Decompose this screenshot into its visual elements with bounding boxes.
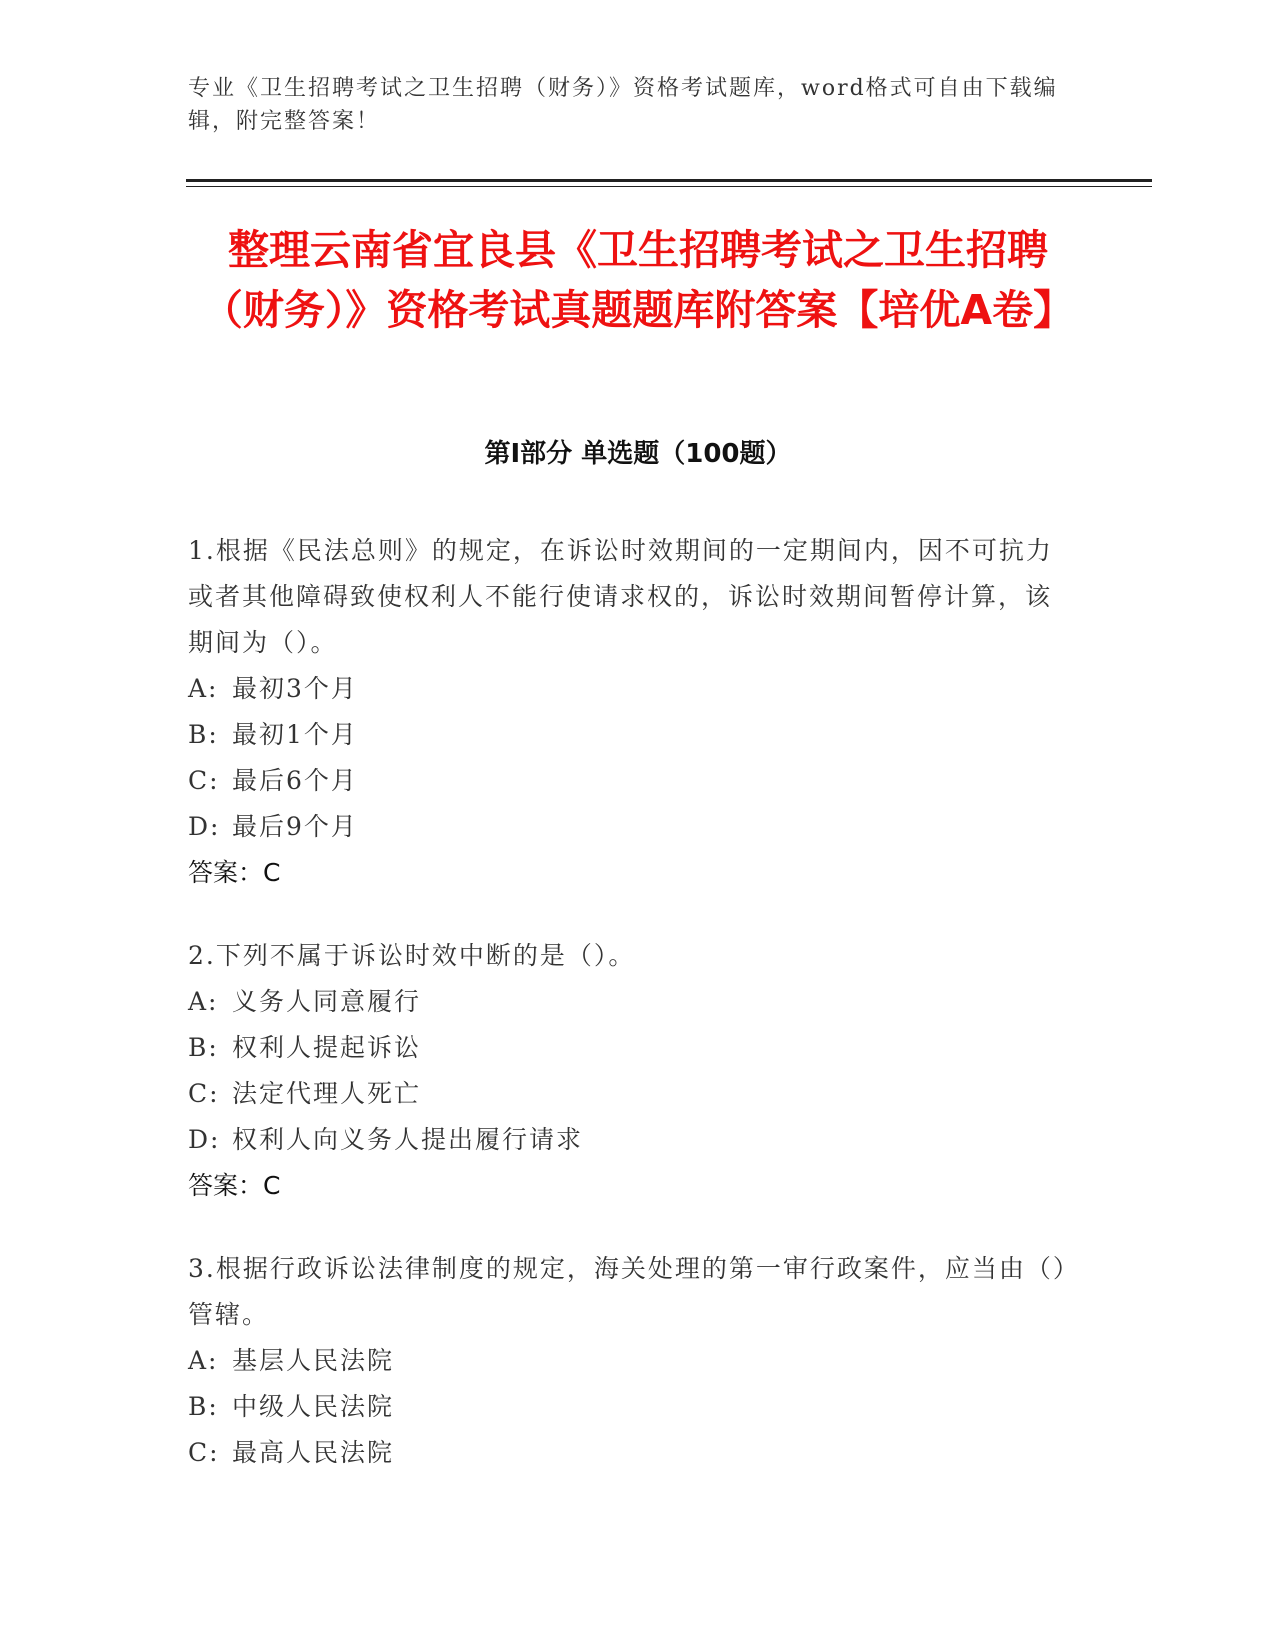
option-key: D:: [188, 812, 221, 841]
header-divider-thin: [186, 186, 1152, 187]
header-note: 专业《卫生招聘考试之卫生招聘（财务）》资格考试题库，word格式可自由下载编辑，附完整答案！: [188, 76, 1058, 134]
option-c: [188, 758, 1068, 804]
option-d: [188, 1117, 1068, 1163]
option-text: 最后9个月: [232, 812, 358, 841]
option-b: [188, 1384, 1068, 1430]
option-text: 最高人民法院: [232, 1438, 395, 1467]
option-key: B:: [188, 1033, 219, 1062]
option-b: [188, 1025, 1068, 1071]
question-stem: 2.下列不属于诉讼时效中断的是（）。: [188, 941, 636, 970]
question-2: [188, 933, 1068, 1209]
option-key: C:: [188, 1438, 220, 1467]
option-text: 权利人向义务人提出履行请求: [232, 1125, 584, 1154]
question-stem: 3.根据行政诉讼法律制度的规定，海关处理的第一审行政案件，应当由（）管辖。: [188, 1254, 1068, 1329]
option-key: C:: [188, 1079, 220, 1108]
answer-line: 答案：C: [188, 858, 281, 887]
option-text: 最初3个月: [232, 674, 358, 703]
option-b: [188, 712, 1068, 758]
option-text: 中级人民法院: [232, 1392, 395, 1421]
option-key: A:: [188, 1346, 219, 1375]
option-key: B:: [188, 1392, 219, 1421]
option-key: D:: [188, 1125, 221, 1154]
option-c: [188, 1430, 1068, 1476]
answer-line: 答案：C: [188, 1171, 281, 1200]
option-c: [188, 1071, 1068, 1117]
option-text: 义务人同意履行: [232, 987, 422, 1016]
section-heading: 第I部分 单选题（100题）: [484, 439, 792, 469]
option-text: 最初1个月: [232, 720, 358, 749]
option-text: 最后6个月: [232, 766, 358, 795]
option-key: C:: [188, 766, 220, 795]
question-3: [188, 1246, 1068, 1476]
document-title: 整理云南省宜良县《卫生招聘考试之卫生招聘（财务）》资格考试真题题库附答案【培优A卷】: [201, 226, 1075, 334]
option-key: A:: [188, 987, 219, 1016]
option-d: [188, 804, 1068, 850]
question-1: [188, 528, 1068, 896]
option-a: [188, 979, 1068, 1025]
option-text: 基层人民法院: [232, 1346, 395, 1375]
option-a: [188, 1338, 1068, 1384]
option-a: [188, 666, 1068, 712]
question-stem: 1.根据《民法总则》的规定，在诉讼时效期间的一定期间内，因不可抗力或者其他障碍致使权利人不能行使请求权的，诉讼时效期间暂停计算，该期间为（）。: [188, 536, 1053, 657]
option-key: B:: [188, 720, 219, 749]
option-text: 法定代理人死亡: [232, 1079, 422, 1108]
header-divider-thick: [186, 179, 1152, 182]
option-key: A:: [188, 674, 219, 703]
option-text: 权利人提起诉讼: [232, 1033, 422, 1062]
question-list: [188, 528, 1068, 1513]
